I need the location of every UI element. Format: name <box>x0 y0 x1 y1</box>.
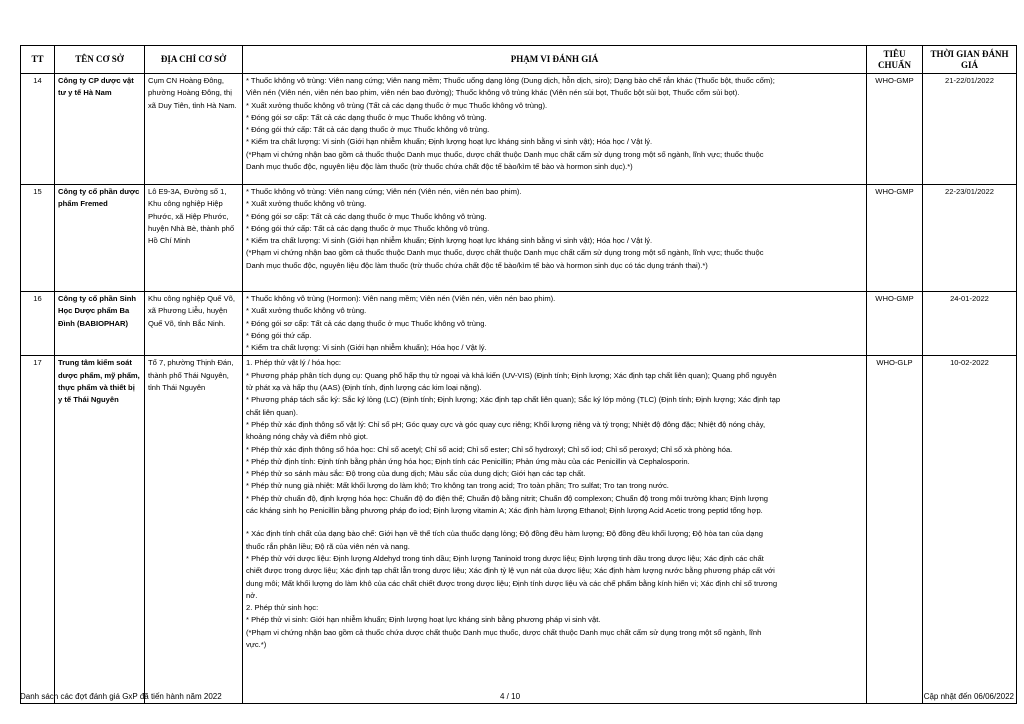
facility-name: Trung tâm kiểm soát dược phẩm, mỹ phẩm, thực phẩm và thiết bị y tế Thái Nguyên <box>55 356 145 704</box>
standard-badge: WHO-GLP <box>867 356 923 704</box>
scope-line: dung môi; Mất khối lượng do làm khô của các chất chiết được trong dược liệu; Định tính dược liệu và các chế phẩm bằng kính hiển vi; Xác định chỉ số trương <box>246 578 778 588</box>
assessment-scope <box>243 74 867 185</box>
row-number: 15 <box>21 185 55 292</box>
header-tt: TT <box>21 46 55 74</box>
scope-line: * Xuất xưởng thuốc không vô trùng. <box>246 199 367 209</box>
scope-line: * Xuất xưởng thuốc không vô trùng. <box>246 306 367 316</box>
scope-line: (*Phạm vi chứng nhận bao gồm cả thuốc thuộc Danh mục thuốc, dược chất thuộc Danh mục chất cấm sử dụng trong một số ngành, lĩnh vực; thuốc thuộc <box>246 149 764 159</box>
scope-line: * Đóng gói thứ cấp: Tất cả các dạng thuốc ở mục Thuốc không vô trùng. <box>246 223 490 233</box>
scope-line: * Phép thử vi sinh: Giới hạn nhiễm khuẩn; Định lượng hoạt lực kháng sinh bằng phương pháp vi sinh vật. <box>246 615 601 625</box>
row-number: 17 <box>21 356 55 704</box>
scope-line: chiết được trong dược liệu; Xác định tạp chất lẫn trong dược liệu; Xác định tỷ lệ vụn nát của dược liệu; Xác định hàm lượng nước bằng phương pháp cất với <box>246 566 775 576</box>
scope-line: * Đóng gói thứ cấp. <box>246 330 312 340</box>
scope-line: (*Phạm vi chứng nhận bao gồm cả thuốc chứa dược chất thuộc Danh mục thuốc, dược chất thuộc Danh mục chất cấm sử dụng trong một số ngành, lĩnh <box>246 627 762 637</box>
facility-name: Công ty cổ phần Sinh Học Dược phẩm Ba Đình (BABIOPHAR) <box>55 292 145 356</box>
scope-line: * Phép thử xác định thông số hóa học: Chỉ số acetyl; Chỉ số acid; Chỉ số ester; Chỉ số hydroxyl; Chỉ số iod; Chỉ số peroxyd; Chỉ số xà phòng hóa. <box>246 444 733 454</box>
scope-line <box>246 517 863 528</box>
assessment-date: 24-01-2022 <box>923 292 1017 356</box>
standard-badge: WHO-GMP <box>867 185 923 292</box>
scope-line: * Kiểm tra chất lượng: Vi sinh (Giới hạn nhiễm khuẩn; Định lượng hoạt lực kháng sinh bằng vi sinh vật); Hóa học / Vật lý. <box>246 236 653 246</box>
header-scope: PHẠM VI ĐÁNH GIÁ <box>243 46 867 74</box>
scope-line: nở. <box>246 590 258 600</box>
table-row <box>21 356 1017 704</box>
facility-name: Công ty cổ phần dược phẩm Fremed <box>55 185 145 292</box>
footer-updated: Cập nhật đến 06/06/2022 <box>923 692 1014 701</box>
footer-title: Danh sách các đợt đánh giá GxP đã tiến hành năm 2022 <box>20 692 222 701</box>
scope-line: chất liên quan). <box>246 407 298 417</box>
scope-line: Viên nén (Viên nén, viên nén bao phim, viên nén bao đường); Thuốc không vô trùng khác (Viên nén sủi bọt, Thuốc bột sủi bọt, Thuốc cốm sủi bọt). <box>246 88 740 98</box>
table-row <box>21 185 1017 292</box>
scope-line: (*Phạm vi chứng nhận bao gồm cả thuốc thuộc Danh mục thuốc, dược chất thuộc Danh mục chất cấm sử dụng trong một số ngành, lĩnh vực; thuốc thuộc <box>246 248 764 258</box>
assessment-date: 10-02-2022 <box>923 356 1017 704</box>
scope-line: * Đóng gói sơ cấp: Tất cả các dạng thuốc ở mục Thuốc không vô trùng. <box>246 318 487 328</box>
scope-line: * Thuốc không vô trùng (Hormon): Viên nang mềm; Viên nén (Viên nén, viên nén bao phim). <box>246 294 556 303</box>
scope-line: * Phép thử chuẩn độ, định lượng hóa học: Chuẩn độ đo điện thế; Chuẩn độ bằng nitrit; Chuẩn độ complexon; Chuẩn độ trong môi trường khan; Định lượng <box>246 493 769 503</box>
scope-line: * Thuốc không vô trùng: Viên nang cứng; Viên nang mềm; Thuốc uống dạng lỏng (Dung dịch, hỗn dịch, siro); Dạng bào chế rắn khác (Thuốc bột, thuốc cốm); <box>246 76 775 85</box>
scope-line: khoảng nóng chảy và điểm nhỏ giọt. <box>246 432 369 442</box>
scope-line: * Phép thử so sánh màu sắc: Độ trong của dung dịch; Màu sắc của dung dịch; Giới hạn các tạp chất. <box>246 469 586 479</box>
scope-line: * Kiểm tra chất lượng: Vi sinh (Giới hạn nhiễm khuẩn); Hóa học / Vật lý. <box>246 343 487 353</box>
scope-line: * Đóng gói sơ cấp: Tất cả các dạng thuốc ở mục Thuốc không vô trùng. <box>246 211 487 221</box>
row-number: 16 <box>21 292 55 356</box>
assessment-date: 21-22/01/2022 <box>923 74 1017 185</box>
footer-page-number: 4 / 10 <box>500 692 521 701</box>
assessment-scope <box>243 356 867 704</box>
header-standard: TIÊU CHUẨN <box>867 46 923 74</box>
scope-line: * Phép thử định tính: Định tính bằng phản ứng hóa học; Định tính các Penicillin; Phản ứng màu của các Penicillin và Cephalosporin. <box>246 456 690 466</box>
scope-line: 2. Phép thử sinh học: <box>246 603 319 613</box>
facility-address: Khu công nghiệp Quế Võ, xã Phương Liễu, huyện Quế Võ, tỉnh Bắc Ninh. <box>145 292 243 356</box>
header-name: TÊN CƠ SỞ <box>55 46 145 74</box>
scope-line: * Phép thử xác định thông số vật lý: Chỉ số pH; Góc quay cực và góc quay cực riêng; Khối lượng riêng và tỷ trọng; Nhiệt độ đông đặc; Nhiệt độ nóng chảy, <box>246 419 766 429</box>
assessment-table <box>20 45 1017 704</box>
scope-line: vực.*) <box>246 640 267 650</box>
scope-line: * Xuất xưởng thuốc không vô trùng (Tất cả các dạng thuốc ở mục Thuốc không vô trùng). <box>246 100 548 110</box>
scope-line: * Phương pháp phân tích dụng cụ: Quang phổ hấp thụ tử ngoại và khả kiến (UV-VIS) (Định tính; Định lượng; Xác định tạp chất liên quan); Quang phổ nguyên <box>246 370 777 380</box>
scope-line: * Phép thử với dược liệu: Định lượng Aldehyd trong tinh dầu; Định lượng Taninoid trong dược liệu; Định lượng tinh dầu trong dược liệu; Xác định các chất <box>246 553 764 563</box>
table-header-row <box>21 46 1017 74</box>
assessment-date: 22-23/01/2022 <box>923 185 1017 292</box>
table-row <box>21 292 1017 356</box>
assessment-scope <box>243 185 867 292</box>
facility-address: Tổ 7, phường Thịnh Đán, thành phố Thái Nguyên, tỉnh Thái Nguyên <box>145 356 243 704</box>
row-number: 14 <box>21 74 55 185</box>
facility-name: Công ty CP dược vật tư y tế Hà Nam <box>55 74 145 185</box>
scope-line: * Phương pháp tách sắc ký: Sắc ký lỏng (LC) (Định tính; Định lượng; Xác định tạp chất liên quan); Sắc ký lớp mỏng (TLC) (Định tính; Định lượng; Xác định tạp <box>246 395 781 405</box>
table-row <box>21 74 1017 185</box>
facility-address: Cụm CN Hoàng Đông, phường Hoàng Đông, thị xã Duy Tiên, tỉnh Hà Nam. <box>145 74 243 185</box>
scope-line: * Xác định tính chất của dạng bào chế: Giới hạn về thể tích của thuốc dạng lỏng; Độ đồng đều hàm lượng; Độ đồng đều khối lượng; Độ hòa tan của dạng <box>246 529 763 539</box>
scope-line: * Thuốc không vô trùng: Viên nang cứng; Viên nén (Viên nén, viên nén bao phim). <box>246 187 522 196</box>
scope-line: Danh mục thuốc độc, nguyên liệu độc làm thuốc (trừ thuốc chứa chất độc tế bào/kìm tế bào và hormon sinh dục có tác dụng tránh thai).*) <box>246 260 708 270</box>
scope-line: * Kiểm tra chất lượng: Vi sinh (Giới hạn nhiễm khuẩn; Định lượng hoạt lực kháng sinh bằng vi sinh vật); Hóa học / Vật lý. <box>246 137 653 147</box>
scope-line: Danh mục thuốc độc, nguyên liệu độc làm thuốc (trừ thuốc chứa chất độc tế bào/kìm tế bào và hormon sinh dục).*) <box>246 162 633 172</box>
scope-line: * Phép thử nung già nhiệt: Mất khối lượng do làm khô; Tro không tan trong acid; Tro toàn phần; Tro sulfat; Tro tan trong nước. <box>246 481 669 491</box>
scope-line: * Đóng gói sơ cấp: Tất cả các dạng thuốc ở mục Thuốc không vô trùng. <box>246 112 487 122</box>
scope-line: * Đóng gói thứ cấp: Tất cả các dạng thuốc ở mục Thuốc không vô trùng. <box>246 125 490 135</box>
facility-address: Lô E9-3A, Đường số 1, Khu công nghiệp Hiệp Phước, xã Hiệp Phước, huyện Nhà Bè, thành phố Hồ Chí Minh <box>145 185 243 292</box>
scope-line: tử phát xạ và hấp thụ (AAS) (Định tính, định lượng các kim loại nặng). <box>246 383 482 393</box>
scope-line: các kháng sinh họ Penicillin bằng phương pháp đo iod; Định lượng vitamin A; Xác định hàm lượng Ethanol; Định lượng Acid Acetic trong peptid tổng hợp. <box>246 506 763 516</box>
scope-line: thuốc rắn phân liều; Độ rã của viên nén và nang. <box>246 541 410 551</box>
scope-line: 1. Phép thử vật lý / hóa học: <box>246 358 341 368</box>
standard-badge: WHO-GMP <box>867 292 923 356</box>
standard-badge: WHO-GMP <box>867 74 923 185</box>
header-date: THỜI GIAN ĐÁNH GIÁ <box>923 46 1017 74</box>
assessment-scope <box>243 292 867 356</box>
header-address: ĐỊA CHỈ CƠ SỞ <box>145 46 243 74</box>
